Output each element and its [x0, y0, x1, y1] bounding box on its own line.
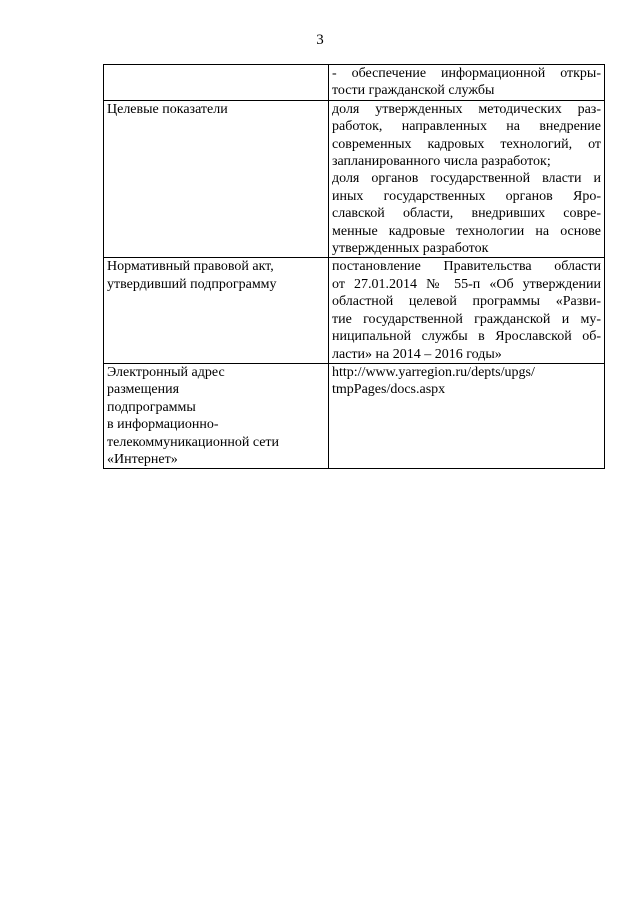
cell-text-line: областной целевой программы «Разви-: [332, 294, 601, 310]
cell-text-line: тие государственной гражданской и му-: [332, 311, 601, 327]
cell-text-line: доля утвержденных методических раз-: [332, 101, 601, 117]
cell-text-line: менные кадровые технологии на основе: [332, 223, 601, 239]
row-label: Нормативный правовой акт,: [107, 259, 274, 275]
table-row: [104, 100, 605, 258]
table-row: [104, 363, 605, 468]
cell-text-line: утвержденных разработок: [332, 241, 489, 257]
url-line: http://www.yarregion.ru/depts/upgs/: [332, 364, 535, 380]
row-value-cell: [329, 363, 605, 468]
cell-text-line: от 27.01.2014 № 55-п «Об утверждении: [332, 276, 601, 292]
table-row: [104, 258, 605, 363]
row-label: подпрограммы: [107, 399, 196, 415]
row-label-cell: [104, 363, 329, 468]
row-label-cell: [104, 65, 329, 101]
cell-text-line: ниципальной службы в Ярославской об-: [332, 329, 601, 345]
url-line: tmpPages/docs.aspx: [332, 382, 446, 398]
cell-text-line: работок, направленных на внедрение: [332, 119, 601, 135]
cell-text-line: постановление Правительства области: [332, 259, 601, 275]
cell-text-line: современных кадровых технологий, от: [332, 136, 601, 152]
table-row: [104, 65, 605, 101]
cell-text-line: доля органов государственной власти и: [332, 171, 601, 187]
passport-table: [103, 64, 605, 469]
row-label-cell: [104, 258, 329, 363]
row-label: Электронный адрес: [107, 364, 225, 380]
cell-text-line: запланированного числа разработок;: [332, 154, 551, 170]
row-label: утвердивший подпрограмму: [107, 276, 277, 292]
cell-text-line: ласти» на 2014 – 2016 годы»: [332, 346, 502, 362]
cell-text-line: тости гражданской службы: [332, 83, 495, 99]
row-label: в информационно-: [107, 417, 219, 433]
row-label: «Интернет»: [107, 451, 178, 467]
row-label: Целевые показатели: [107, 101, 228, 117]
row-value-cell: [329, 65, 605, 101]
row-label: телекоммуникационной сети: [107, 434, 280, 450]
page-number: 3: [316, 32, 324, 48]
row-label: размещения: [107, 382, 180, 398]
row-value-cell: [329, 258, 605, 363]
row-value-cell: [329, 100, 605, 258]
cell-text-line: славской области, внедривших совре-: [332, 206, 601, 222]
row-label-cell: [104, 100, 329, 258]
cell-text-line: - обеспечение информационной откры-: [332, 66, 601, 81]
cell-text-line: иных государственных органов Яро-: [332, 188, 601, 204]
